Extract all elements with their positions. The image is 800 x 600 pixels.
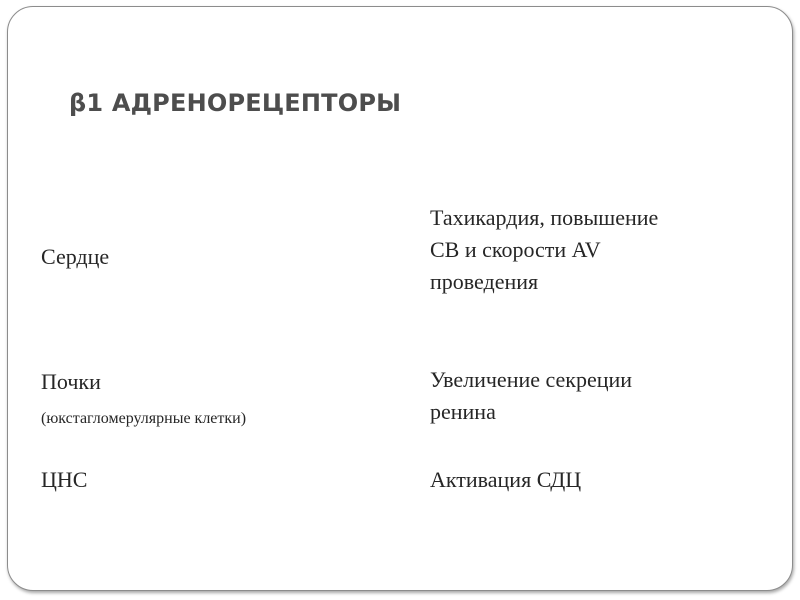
- effect-line: Тахикардия, повышение: [430, 205, 659, 230]
- effect-line: СВ и скорости AV: [430, 236, 601, 262]
- organ-note-kidneys: (юкстагломерулярные клетки): [41, 410, 247, 427]
- slide-title: β1 АДРЕНОРЕЦЕПТОРЫ: [69, 89, 402, 117]
- effect-heart: [430, 202, 770, 298]
- organ-label-kidneys: Почки: [41, 369, 101, 394]
- effect-line: проведения: [430, 268, 539, 294]
- effect-cns: [430, 464, 770, 496]
- slide: [7, 6, 793, 591]
- effect-kidneys: [430, 364, 770, 428]
- effect-line: Увеличение секреции: [430, 367, 633, 392]
- organ-label-cns: ЦНС: [41, 467, 88, 492]
- organ-label-heart: Сердце: [41, 244, 110, 269]
- effect-line: ренина: [430, 398, 496, 424]
- effect-line: Активация СДЦ: [430, 467, 582, 492]
